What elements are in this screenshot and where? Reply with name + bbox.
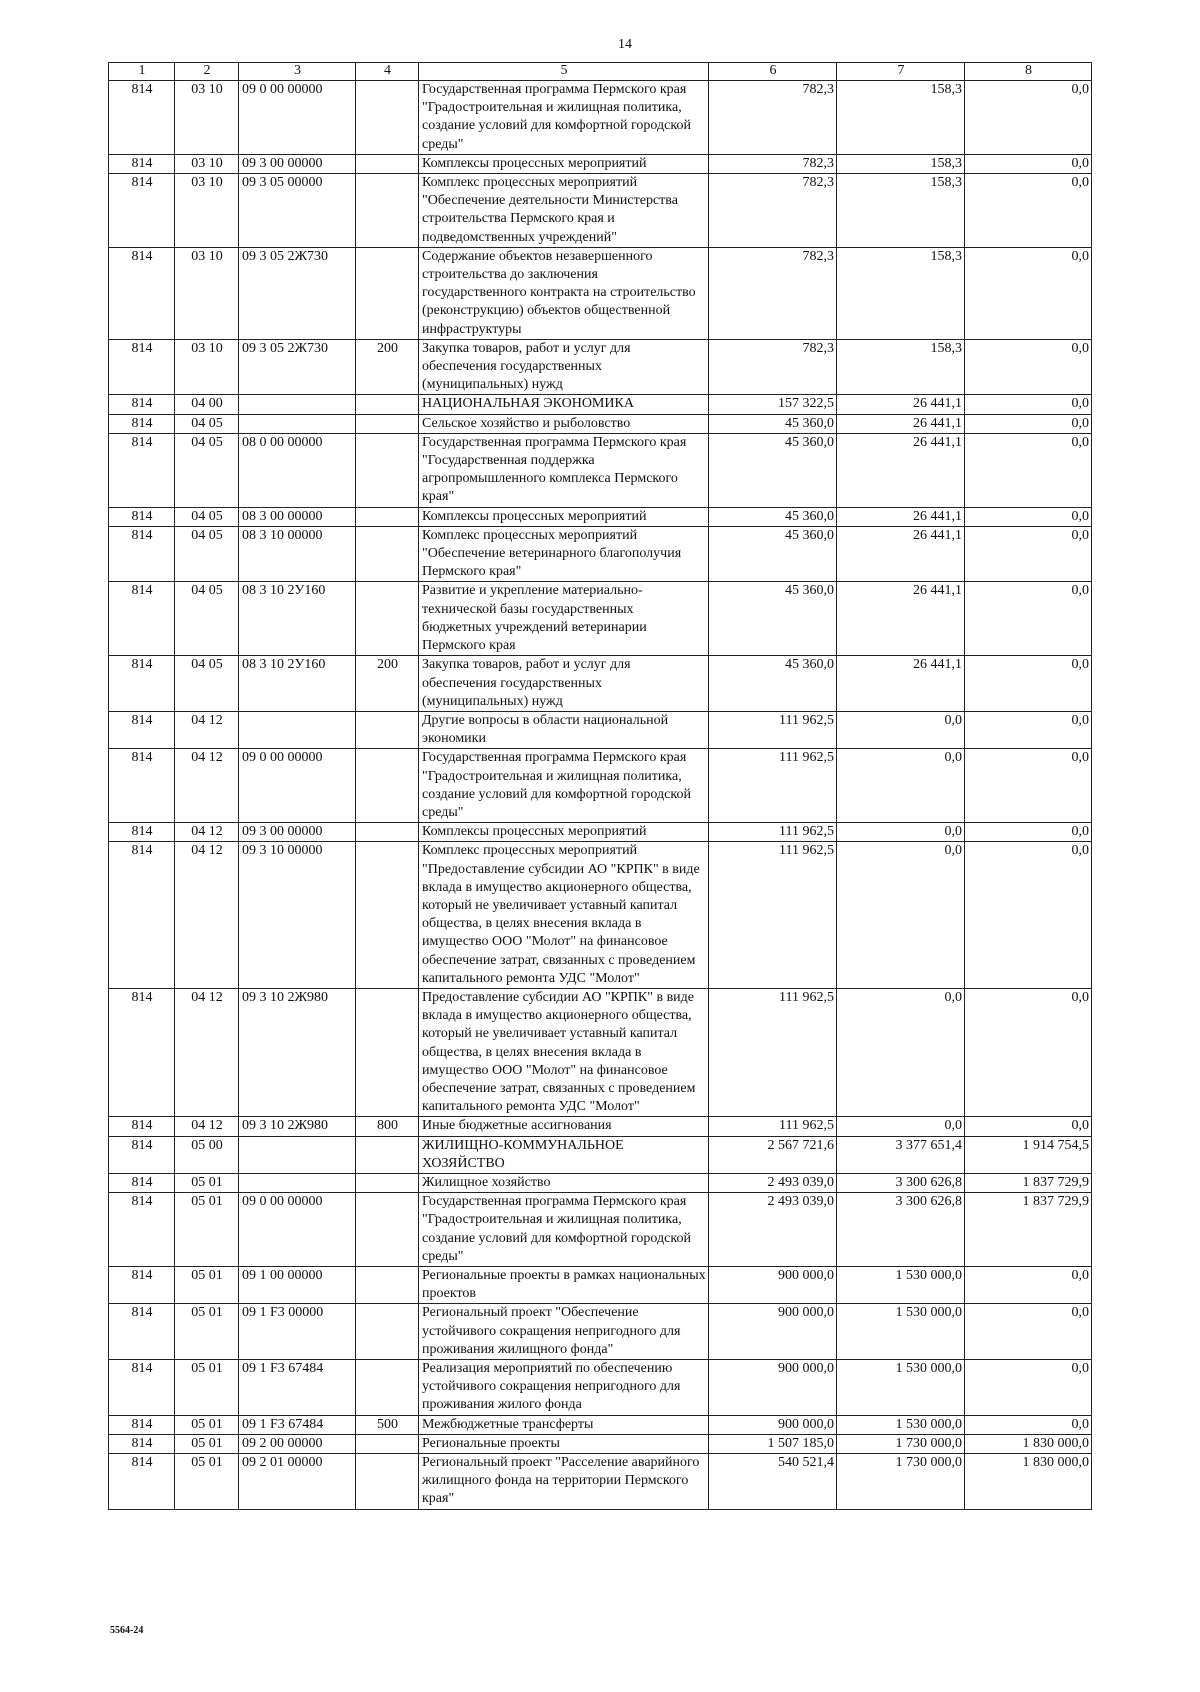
target-article-cell <box>239 1173 356 1192</box>
target-article-cell: 09 3 10 2Ж980 <box>239 988 356 1116</box>
target-article-cell <box>239 395 356 414</box>
admin-code-cell: 814 <box>109 433 175 507</box>
expense-type-cell: 800 <box>356 1117 419 1136</box>
amount-col8-cell: 0,0 <box>965 247 1092 339</box>
amount-col6-cell: 782,3 <box>709 174 837 248</box>
table-row <box>109 174 1092 248</box>
amount-col6-cell: 111 962,5 <box>709 842 837 989</box>
expense-type-cell <box>356 711 419 748</box>
section-code-cell: 04 05 <box>175 414 239 433</box>
section-code-cell: 05 01 <box>175 1267 239 1304</box>
expense-type-cell <box>356 395 419 414</box>
target-article-cell: 09 1 F3 67484 <box>239 1360 356 1416</box>
amount-col8-cell: 0,0 <box>965 154 1092 173</box>
table-row <box>109 526 1092 582</box>
table-row <box>109 842 1092 989</box>
expense-type-cell <box>356 823 419 842</box>
admin-code-cell: 814 <box>109 1193 175 1267</box>
expense-type-cell <box>356 247 419 339</box>
admin-code-cell: 814 <box>109 1434 175 1453</box>
target-article-cell: 09 3 05 00000 <box>239 174 356 248</box>
description-cell: Комплекс процессных мероприятий "Обеспечение ветеринарного благополучия Пермского края" <box>419 526 709 582</box>
section-code-cell: 04 05 <box>175 433 239 507</box>
amount-col8-cell: 1 830 000,0 <box>965 1454 1092 1510</box>
amount-col7-cell: 3 377 651,4 <box>837 1136 965 1173</box>
amount-col8-cell: 0,0 <box>965 1360 1092 1416</box>
amount-col8-cell: 0,0 <box>965 81 1092 155</box>
table-row <box>109 582 1092 656</box>
target-article-cell: 09 3 05 2Ж730 <box>239 339 356 395</box>
description-cell: Государственная программа Пермского края "Градостроительная и жилищная политика, создание условий для комфортной городской среды" <box>419 81 709 155</box>
target-article-cell: 09 3 10 2Ж980 <box>239 1117 356 1136</box>
table-row <box>109 1267 1092 1304</box>
target-article-cell: 09 0 00 00000 <box>239 81 356 155</box>
admin-code-cell: 814 <box>109 656 175 712</box>
admin-code-cell: 814 <box>109 414 175 433</box>
table-row <box>109 1434 1092 1453</box>
description-cell: Иные бюджетные ассигнования <box>419 1117 709 1136</box>
admin-code-cell: 814 <box>109 174 175 248</box>
expense-type-cell <box>356 81 419 155</box>
table-row <box>109 414 1092 433</box>
amount-col8-cell: 0,0 <box>965 988 1092 1116</box>
target-article-cell: 08 3 00 00000 <box>239 507 356 526</box>
amount-col8-cell: 1 837 729,9 <box>965 1193 1092 1267</box>
amount-col7-cell: 158,3 <box>837 154 965 173</box>
admin-code-cell: 814 <box>109 1267 175 1304</box>
header-cell: 3 <box>239 63 356 81</box>
section-code-cell: 03 10 <box>175 247 239 339</box>
amount-col8-cell: 0,0 <box>965 842 1092 989</box>
target-article-cell <box>239 1136 356 1173</box>
section-code-cell: 05 00 <box>175 1136 239 1173</box>
amount-col7-cell: 26 441,1 <box>837 656 965 712</box>
amount-col8-cell: 0,0 <box>965 582 1092 656</box>
amount-col8-cell: 0,0 <box>965 507 1092 526</box>
amount-col7-cell: 26 441,1 <box>837 414 965 433</box>
expense-type-cell <box>356 154 419 173</box>
section-code-cell: 05 01 <box>175 1304 239 1360</box>
amount-col7-cell: 158,3 <box>837 339 965 395</box>
section-code-cell: 04 05 <box>175 656 239 712</box>
expense-type-cell <box>356 507 419 526</box>
amount-col6-cell: 111 962,5 <box>709 711 837 748</box>
section-code-cell: 05 01 <box>175 1193 239 1267</box>
section-code-cell: 05 01 <box>175 1454 239 1510</box>
section-code-cell: 04 12 <box>175 1117 239 1136</box>
admin-code-cell: 814 <box>109 1304 175 1360</box>
amount-col8-cell: 0,0 <box>965 749 1092 823</box>
amount-col6-cell: 900 000,0 <box>709 1415 837 1434</box>
section-code-cell: 03 10 <box>175 339 239 395</box>
amount-col6-cell: 900 000,0 <box>709 1267 837 1304</box>
amount-col8-cell: 0,0 <box>965 395 1092 414</box>
table-row <box>109 656 1092 712</box>
expense-type-cell <box>356 1360 419 1416</box>
description-cell: Региональные проекты <box>419 1434 709 1453</box>
admin-code-cell: 814 <box>109 247 175 339</box>
expense-type-cell: 500 <box>356 1415 419 1434</box>
amount-col6-cell: 111 962,5 <box>709 823 837 842</box>
section-code-cell: 04 05 <box>175 582 239 656</box>
amount-col7-cell: 26 441,1 <box>837 395 965 414</box>
section-code-cell: 04 05 <box>175 526 239 582</box>
amount-col7-cell: 0,0 <box>837 749 965 823</box>
table-row <box>109 1360 1092 1416</box>
admin-code-cell: 814 <box>109 1360 175 1416</box>
section-code-cell: 04 12 <box>175 711 239 748</box>
table-header <box>109 63 1092 81</box>
description-cell: НАЦИОНАЛЬНАЯ ЭКОНОМИКА <box>419 395 709 414</box>
page-number: 14 <box>618 37 632 52</box>
description-cell: Государственная программа Пермского края "Градостроительная и жилищная политика, создание условий для комфортной городской среды" <box>419 1193 709 1267</box>
admin-code-cell: 814 <box>109 339 175 395</box>
amount-col7-cell: 3 300 626,8 <box>837 1193 965 1267</box>
header-cell: 4 <box>356 63 419 81</box>
target-article-cell: 09 3 00 00000 <box>239 154 356 173</box>
target-article-cell: 09 2 00 00000 <box>239 1434 356 1453</box>
amount-col7-cell: 0,0 <box>837 842 965 989</box>
amount-col7-cell: 26 441,1 <box>837 582 965 656</box>
table-row <box>109 154 1092 173</box>
table-row <box>109 81 1092 155</box>
amount-col7-cell: 0,0 <box>837 1117 965 1136</box>
amount-col6-cell: 1 507 185,0 <box>709 1434 837 1453</box>
amount-col6-cell: 2 567 721,6 <box>709 1136 837 1173</box>
section-code-cell: 04 05 <box>175 507 239 526</box>
admin-code-cell: 814 <box>109 1117 175 1136</box>
section-code-cell: 04 12 <box>175 842 239 989</box>
amount-col8-cell: 0,0 <box>965 656 1092 712</box>
admin-code-cell: 814 <box>109 582 175 656</box>
section-code-cell: 04 00 <box>175 395 239 414</box>
target-article-cell: 08 0 00 00000 <box>239 433 356 507</box>
table-row <box>109 823 1092 842</box>
expense-type-cell <box>356 526 419 582</box>
target-article-cell: 09 2 01 00000 <box>239 1454 356 1510</box>
target-article-cell: 08 3 10 2У160 <box>239 582 356 656</box>
table-row <box>109 1454 1092 1510</box>
amount-col6-cell: 2 493 039,0 <box>709 1193 837 1267</box>
section-code-cell: 04 12 <box>175 988 239 1116</box>
expense-type-cell <box>356 1173 419 1192</box>
header-cell: 2 <box>175 63 239 81</box>
table-row <box>109 1173 1092 1192</box>
expense-type-cell: 200 <box>356 339 419 395</box>
description-cell: Региональный проект "Обеспечение устойчивого сокращения непригодного для проживания жилищного фонда" <box>419 1304 709 1360</box>
amount-col7-cell: 26 441,1 <box>837 526 965 582</box>
amount-col7-cell: 158,3 <box>837 174 965 248</box>
section-code-cell: 05 01 <box>175 1360 239 1416</box>
admin-code-cell: 814 <box>109 81 175 155</box>
table-row <box>109 1415 1092 1434</box>
table-row <box>109 433 1092 507</box>
section-code-cell: 05 01 <box>175 1415 239 1434</box>
description-cell: Комплексы процессных мероприятий <box>419 507 709 526</box>
table-body <box>109 81 1092 1510</box>
section-code-cell: 04 12 <box>175 749 239 823</box>
target-article-cell: 09 1 00 00000 <box>239 1267 356 1304</box>
amount-col8-cell: 0,0 <box>965 1267 1092 1304</box>
target-article-cell: 08 3 10 2У160 <box>239 656 356 712</box>
amount-col6-cell: 2 493 039,0 <box>709 1173 837 1192</box>
header-cell: 8 <box>965 63 1092 81</box>
table-row <box>109 1304 1092 1360</box>
amount-col7-cell: 1 530 000,0 <box>837 1415 965 1434</box>
admin-code-cell: 814 <box>109 842 175 989</box>
description-cell: Предоставление субсидии АО "КРПК" в виде вклада в имущество акционерного общества, который не увеличивает уставный капитал общества, в целях внесения вклада в имущество ООО "Молот" на финансовое обеспечение затрат, связанных с проведением капитального ремонта УДС "Молот" <box>419 988 709 1116</box>
amount-col6-cell: 782,3 <box>709 154 837 173</box>
description-cell: Межбюджетные трансферты <box>419 1415 709 1434</box>
target-article-cell: 08 3 10 00000 <box>239 526 356 582</box>
admin-code-cell: 814 <box>109 154 175 173</box>
amount-col6-cell: 111 962,5 <box>709 1117 837 1136</box>
amount-col8-cell: 0,0 <box>965 1415 1092 1434</box>
description-cell: ЖИЛИЩНО-КОММУНАЛЬНОЕ ХОЗЯЙСТВО <box>419 1136 709 1173</box>
expense-type-cell <box>356 1136 419 1173</box>
amount-col7-cell: 0,0 <box>837 711 965 748</box>
admin-code-cell: 814 <box>109 711 175 748</box>
amount-col8-cell: 0,0 <box>965 414 1092 433</box>
expense-type-cell <box>356 1193 419 1267</box>
target-article-cell <box>239 414 356 433</box>
target-article-cell: 09 1 F3 00000 <box>239 1304 356 1360</box>
table-row <box>109 395 1092 414</box>
amount-col7-cell: 0,0 <box>837 988 965 1116</box>
table-row <box>109 339 1092 395</box>
admin-code-cell: 814 <box>109 526 175 582</box>
amount-col8-cell: 1 837 729,9 <box>965 1173 1092 1192</box>
table-row <box>109 749 1092 823</box>
description-cell: Государственная программа Пермского края "Градостроительная и жилищная политика, создание условий для комфортной городской среды" <box>419 749 709 823</box>
table-row <box>109 711 1092 748</box>
amount-col6-cell: 45 360,0 <box>709 414 837 433</box>
header-cell: 1 <box>109 63 175 81</box>
amount-col8-cell: 0,0 <box>965 1304 1092 1360</box>
description-cell: Реализация мероприятий по обеспечению устойчивого сокращения непригодного для проживания жилого фонда <box>419 1360 709 1416</box>
admin-code-cell: 814 <box>109 1454 175 1510</box>
description-cell: Комплексы процессных мероприятий <box>419 154 709 173</box>
section-code-cell: 03 10 <box>175 154 239 173</box>
description-cell: Закупка товаров, работ и услуг для обеспечения государственных (муниципальных) нужд <box>419 656 709 712</box>
budget-table <box>108 62 1092 1510</box>
description-cell: Комплекс процессных мероприятий "Обеспечение деятельности Министерства строительства Пермского края и подведомственных учреждений" <box>419 174 709 248</box>
table-row <box>109 247 1092 339</box>
header-cell: 5 <box>419 63 709 81</box>
amount-col8-cell: 0,0 <box>965 339 1092 395</box>
amount-col6-cell: 45 360,0 <box>709 656 837 712</box>
amount-col6-cell: 900 000,0 <box>709 1304 837 1360</box>
target-article-cell: 09 0 00 00000 <box>239 749 356 823</box>
amount-col7-cell: 1 530 000,0 <box>837 1360 965 1416</box>
admin-code-cell: 814 <box>109 823 175 842</box>
expense-type-cell <box>356 1454 419 1510</box>
amount-col6-cell: 45 360,0 <box>709 433 837 507</box>
amount-col8-cell: 0,0 <box>965 823 1092 842</box>
amount-col8-cell: 1 830 000,0 <box>965 1434 1092 1453</box>
description-cell: Закупка товаров, работ и услуг для обеспечения государственных (муниципальных) нужд <box>419 339 709 395</box>
target-article-cell: 09 0 00 00000 <box>239 1193 356 1267</box>
expense-type-cell <box>356 842 419 989</box>
description-cell: Региональные проекты в рамках национальных проектов <box>419 1267 709 1304</box>
description-cell: Комплекс процессных мероприятий "Предоставление субсидии АО "КРПК" в виде вклада в имущество акционерного общества, который не увеличивает уставный капитал общества, в целях внесения вклада в имущество ООО "Молот" на финансовое обеспечение затрат, связанных с проведением капитального ремонта УДС "Молот" <box>419 842 709 989</box>
amount-col7-cell: 26 441,1 <box>837 507 965 526</box>
description-cell: Сельское хозяйство и рыболовство <box>419 414 709 433</box>
amount-col6-cell: 45 360,0 <box>709 507 837 526</box>
target-article-cell <box>239 711 356 748</box>
amount-col6-cell: 157 322,5 <box>709 395 837 414</box>
admin-code-cell: 814 <box>109 1415 175 1434</box>
amount-col6-cell: 111 962,5 <box>709 749 837 823</box>
amount-col6-cell: 782,3 <box>709 339 837 395</box>
description-cell: Жилищное хозяйство <box>419 1173 709 1192</box>
amount-col7-cell: 1 730 000,0 <box>837 1454 965 1510</box>
description-cell: Содержание объектов незавершенного строительства до заключения государственного контракта на строительство (реконструкцию) объектов общественной инфраструктуры <box>419 247 709 339</box>
admin-code-cell: 814 <box>109 1173 175 1192</box>
target-article-cell: 09 3 10 00000 <box>239 842 356 989</box>
target-article-cell: 09 1 F3 67484 <box>239 1415 356 1434</box>
admin-code-cell: 814 <box>109 395 175 414</box>
document-code: 5564-24 <box>110 1625 144 1636</box>
amount-col7-cell: 158,3 <box>837 81 965 155</box>
amount-col6-cell: 782,3 <box>709 81 837 155</box>
admin-code-cell: 814 <box>109 1136 175 1173</box>
header-cell: 6 <box>709 63 837 81</box>
amount-col8-cell: 0,0 <box>965 1117 1092 1136</box>
description-cell: Региональный проект "Расселение аварийного жилищного фонда на территории Пермского края" <box>419 1454 709 1510</box>
amount-col8-cell: 0,0 <box>965 711 1092 748</box>
expense-type-cell <box>356 582 419 656</box>
amount-col7-cell: 1 530 000,0 <box>837 1304 965 1360</box>
amount-col6-cell: 540 521,4 <box>709 1454 837 1510</box>
amount-col8-cell: 1 914 754,5 <box>965 1136 1092 1173</box>
amount-col7-cell: 1 530 000,0 <box>837 1267 965 1304</box>
table-row <box>109 1136 1092 1173</box>
target-article-cell: 09 3 00 00000 <box>239 823 356 842</box>
section-code-cell: 03 10 <box>175 81 239 155</box>
description-cell: Комплексы процессных мероприятий <box>419 823 709 842</box>
table-row <box>109 988 1092 1116</box>
admin-code-cell: 814 <box>109 988 175 1116</box>
table-row <box>109 1193 1092 1267</box>
description-cell: Государственная программа Пермского края "Государственная поддержка агропромышленного комплекса Пермского края" <box>419 433 709 507</box>
target-article-cell: 09 3 05 2Ж730 <box>239 247 356 339</box>
amount-col8-cell: 0,0 <box>965 433 1092 507</box>
description-cell: Другие вопросы в области национальной экономики <box>419 711 709 748</box>
expense-type-cell: 200 <box>356 656 419 712</box>
description-cell: Развитие и укрепление материально-технической базы государственных бюджетных учреждений ветеринарии Пермского края <box>419 582 709 656</box>
table-row <box>109 1117 1092 1136</box>
section-code-cell: 04 12 <box>175 823 239 842</box>
header-cell: 7 <box>837 63 965 81</box>
amount-col7-cell: 1 730 000,0 <box>837 1434 965 1453</box>
amount-col8-cell: 0,0 <box>965 174 1092 248</box>
admin-code-cell: 814 <box>109 749 175 823</box>
amount-col7-cell: 26 441,1 <box>837 433 965 507</box>
expense-type-cell <box>356 414 419 433</box>
amount-col8-cell: 0,0 <box>965 526 1092 582</box>
expense-type-cell <box>356 1434 419 1453</box>
expense-type-cell <box>356 749 419 823</box>
amount-col6-cell: 45 360,0 <box>709 582 837 656</box>
amount-col6-cell: 45 360,0 <box>709 526 837 582</box>
expense-type-cell <box>356 433 419 507</box>
admin-code-cell: 814 <box>109 507 175 526</box>
expense-type-cell <box>356 1304 419 1360</box>
expense-type-cell <box>356 174 419 248</box>
amount-col7-cell: 0,0 <box>837 823 965 842</box>
amount-col7-cell: 158,3 <box>837 247 965 339</box>
expense-type-cell <box>356 988 419 1116</box>
amount-col6-cell: 782,3 <box>709 247 837 339</box>
section-code-cell: 05 01 <box>175 1434 239 1453</box>
amount-col6-cell: 900 000,0 <box>709 1360 837 1416</box>
amount-col6-cell: 111 962,5 <box>709 988 837 1116</box>
expense-type-cell <box>356 1267 419 1304</box>
section-code-cell: 03 10 <box>175 174 239 248</box>
section-code-cell: 05 01 <box>175 1173 239 1192</box>
table-row <box>109 507 1092 526</box>
amount-col7-cell: 3 300 626,8 <box>837 1173 965 1192</box>
header-row <box>109 63 1092 81</box>
